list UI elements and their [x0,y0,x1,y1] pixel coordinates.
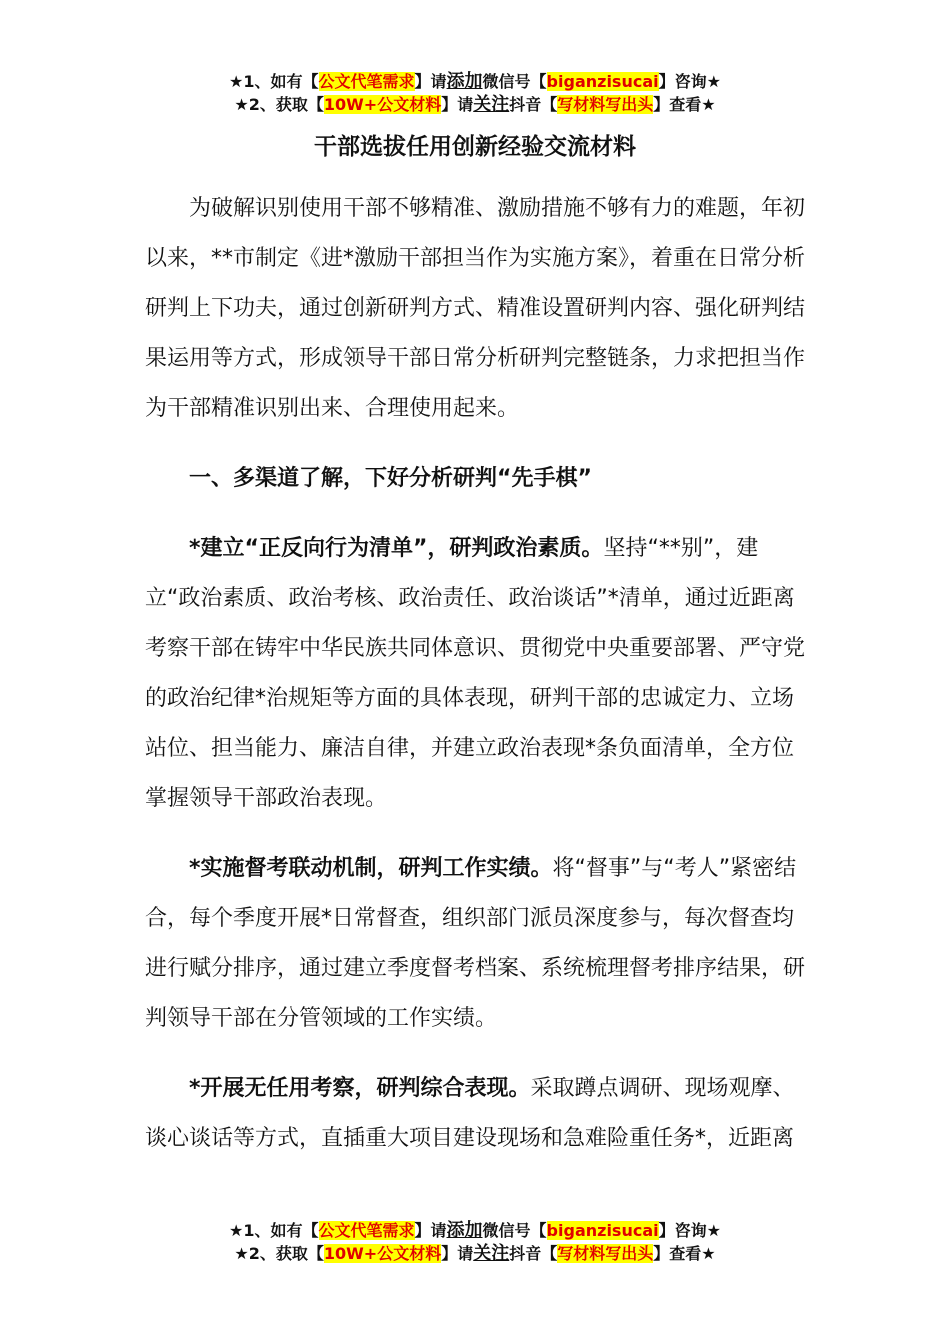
banner-text: 】查看★ [653,1244,716,1263]
highlight-wechat-id: biganzisucai [546,1221,659,1240]
highlight-douyin: 写材料写出头 [557,1244,654,1263]
item-paragraph [145,1064,808,1164]
underlined-word: 添加 [446,1220,483,1241]
banner-text: 】咨询★ [658,72,721,91]
banner-text: 】请 [414,72,447,91]
section-heading: 一、多渠道了解，下好分析研判“先手棋” [189,466,592,491]
header-banner [0,70,950,116]
item-text: 坚持“**别”，建立“政治素质、政治考核、政治责任、政治谈话”*清单，通过近距离考察干部在铸牢中华民族共同体意识、贯彻党中央重要部署、严守党的政治纪律*治规矩等方面的具体表现，研判干部的忠诚定力、立场站位、担当能力、廉洁自律，并建立政治表现*条负面清单，全方位掌握领导干部政治表现。 [145,536,806,811]
banner-text: 抖音【 [509,1244,558,1263]
banner-line-2 [0,93,950,116]
underlined-word: 添加 [446,71,483,92]
banner-text: 】请 [441,1244,474,1263]
banner-text: ★2、获取【 [234,1244,324,1263]
banner-text: ★2、获取【 [234,95,324,114]
banner-line-1 [0,70,950,93]
item-text: 采取蹲点调研、现场观摩、谈心谈话等方式，直插重大项目建设现场和急难险重任务*，近距离 [145,1076,795,1151]
document-body [145,184,808,1184]
banner-text: 】请 [414,1221,447,1240]
banner-text: ★1、如有【 [229,1221,319,1240]
underlined-word: 关注 [473,1243,510,1264]
banner-text: 】咨询★ [658,1221,721,1240]
footer-banner [0,1219,950,1265]
underlined-word: 关注 [473,94,510,115]
banner-line-2 [0,1242,950,1265]
document-title: 干部选拔任用创新经验交流材料 [314,134,636,160]
item-lead: *建立“正反向行为清单”，研判政治素质。 [189,536,604,561]
banner-text: 抖音【 [509,95,558,114]
item-text: 将“督事”与“考人”紧密结合，每个季度开展*日常督查，组织部门派员深度参与，每次督查均进行赋分排序，通过建立季度督考档案、系统梳理督考排序结果，研判领导干部在分管领域的工作实绩。 [145,856,806,1031]
highlight-materials: 10W+公文材料 [323,1244,442,1263]
banner-text: 】查看★ [653,95,716,114]
item-lead: *开展无任用考察，研判综合表现。 [189,1076,531,1101]
highlight-materials: 10W+公文材料 [323,95,442,114]
banner-line-1 [0,1219,950,1242]
highlight-douyin: 写材料写出头 [557,95,654,114]
item-paragraph [145,844,808,1044]
item-lead: *实施督考联动机制，研判工作实绩。 [189,856,553,881]
banner-text: 】请 [441,95,474,114]
item-paragraph [145,524,808,824]
banner-text: 微信号【 [482,72,547,91]
banner-text: 微信号【 [482,1221,547,1240]
highlight-wechat-id: biganzisucai [546,72,659,91]
highlight-service: 公文代笔需求 [318,1221,415,1240]
banner-text: ★1、如有【 [229,72,319,91]
highlight-service: 公文代笔需求 [318,72,415,91]
intro-paragraph: 为破解识别使用干部不够精准、激励措施不够有力的难题，年初以来，**市制定《进*激励干部担当作为实施方案》，着重在日常分析研判上下功夫，通过创新研判方式、精准设置研判内容、强化研判结果运用等方式，形成领导干部日常分析研判完整链条，力求把担当作为干部精准识别出来、合理使用起来。 [145,196,806,421]
